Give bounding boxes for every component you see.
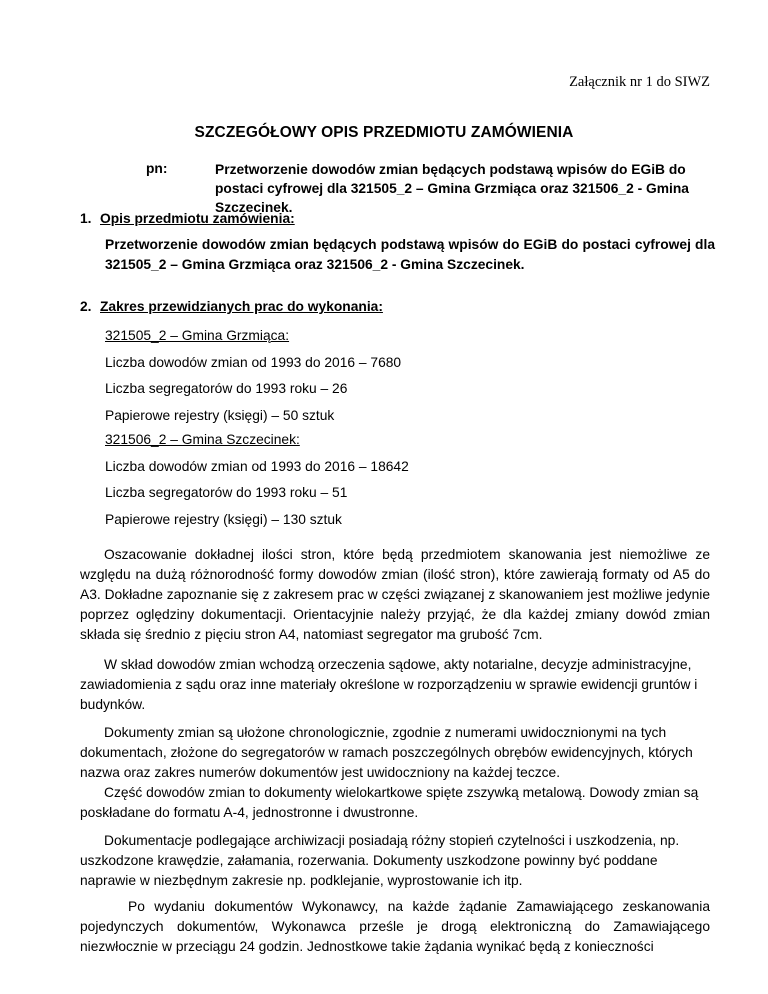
annex-label: Załącznik nr 1 do SIWZ (569, 74, 710, 90)
section-1-number: 1. (80, 211, 92, 226)
group-1-name: 321505_2 – Gmina Grzmiąca: (105, 328, 290, 343)
group-1-item: Liczba segregatorów do 1993 roku – 26 (105, 381, 348, 396)
section-2-heading (80, 299, 383, 314)
section-1-title: Opis przedmiotu zamówienia: (100, 211, 295, 226)
group-2-name: 321506_2 – Gmina Szczecinek: (105, 432, 300, 447)
group-2-item: Liczba segregatorów do 1993 roku – 51 (105, 485, 348, 500)
paragraph-text: Dokumentacje podlegające archiwizacji posiadają różny stopień czytelności i uszkodzenia, np. uszkodzone krawędzie, załamania, rozerwania. Dokumenty uszkodzone powinny być poddane naprawie w niezbędnym zakresie np. podklejanie, wyprostowanie ich itp. (80, 833, 680, 888)
group-2-item: Liczba dowodów zmian od 1993 do 2016 – 18642 (105, 459, 409, 474)
paragraph (80, 723, 710, 823)
group-2-item: Papierowe rejestry (księgi) – 130 sztuk (105, 512, 342, 527)
paragraph-text: Oszacowanie dokładnej ilości stron, które będą przedmiotem skanowania jest niemożliwe ze względu na dużą różnorodność formy dowodów zmian (ilość stron), które zawierają formaty od A5 do A3. Dokładne zapoznanie się z zakresem prac w części związanej z skanowaniem jest możliwe jedynie poprzez oględziny dokumentacji. Orientacyjnie należy przyjąć, że dla każdej zmiany dowód zmian składa się średnio z pięciu stron A4, natomiast segregator ma grubość 7cm. (80, 547, 710, 642)
group-1-item: Liczba dowodów zmian od 1993 do 2016 – 7680 (105, 355, 402, 370)
group-1-item: Papierowe rejestry (księgi) – 50 sztuk (105, 408, 335, 423)
paragraph (80, 831, 710, 891)
paragraph (80, 655, 710, 715)
section-2-title: Zakres przewidzianych prac do wykonania: (100, 299, 383, 314)
section-1-heading (80, 211, 295, 226)
section-2-number: 2. (80, 299, 92, 314)
paragraph-text: Po wydaniu dokumentów Wykonawcy, na każde żądanie Zamawiającego zeskanowania pojedynczych dokumentów, Wykonawca prześle je drogą elektroniczną do Zamawiającego niezwłocznie w przeciągu 24 godzin. Jednostkowe takie żądania wynikać będą z konieczności (80, 899, 710, 954)
subject-label: pn: (146, 161, 168, 176)
paragraph (80, 545, 710, 645)
paragraph-text: Część dowodów zmian to dokumenty wielokartkowe spięte zszywką metalową. Dowody zmian są poskładane do formatu A-4, jednostronne i dwustronne. (80, 785, 699, 820)
subject-text: Przetworzenie dowodów zmian będących podstawą wpisów do EGiB do postaci cyfrowej dla 321505_2 – Gmina Grzmiąca oraz 321506_2 - Gmina Szczecinek. (215, 162, 689, 215)
paragraph-text: W skład dowodów zmian wchodzą orzeczenia sądowe, akty notarialne, decyzje administracyjne, zawiadomienia z sądu oraz inne materiały określone w rozporządzeniu w sprawie ewidencji gruntów i budynków. (80, 657, 698, 712)
paragraph (80, 897, 710, 957)
paragraph-text: Dokumenty zmian są ułożone chronologicznie, zgodnie z numerami uwidocznionymi na tych dokumentach, złożone do segregatorów w ramach poszczególnych obrębów ewidencyjnych, których nazwa oraz zakres numerów dokumentów jest uwidoczniony na każdej teczce. (80, 725, 693, 780)
section-1-text: Przetworzenie dowodów zmian będących podstawą wpisów do EGiB do postaci cyfrowej dla 321505_2 – Gmina Grzmiąca oraz 321506_2 - Gmina Szczecinek. (105, 237, 715, 272)
document-title: SZCZEGÓŁOWY OPIS PRZEDMIOTU ZAMÓWIENIA (194, 124, 574, 141)
